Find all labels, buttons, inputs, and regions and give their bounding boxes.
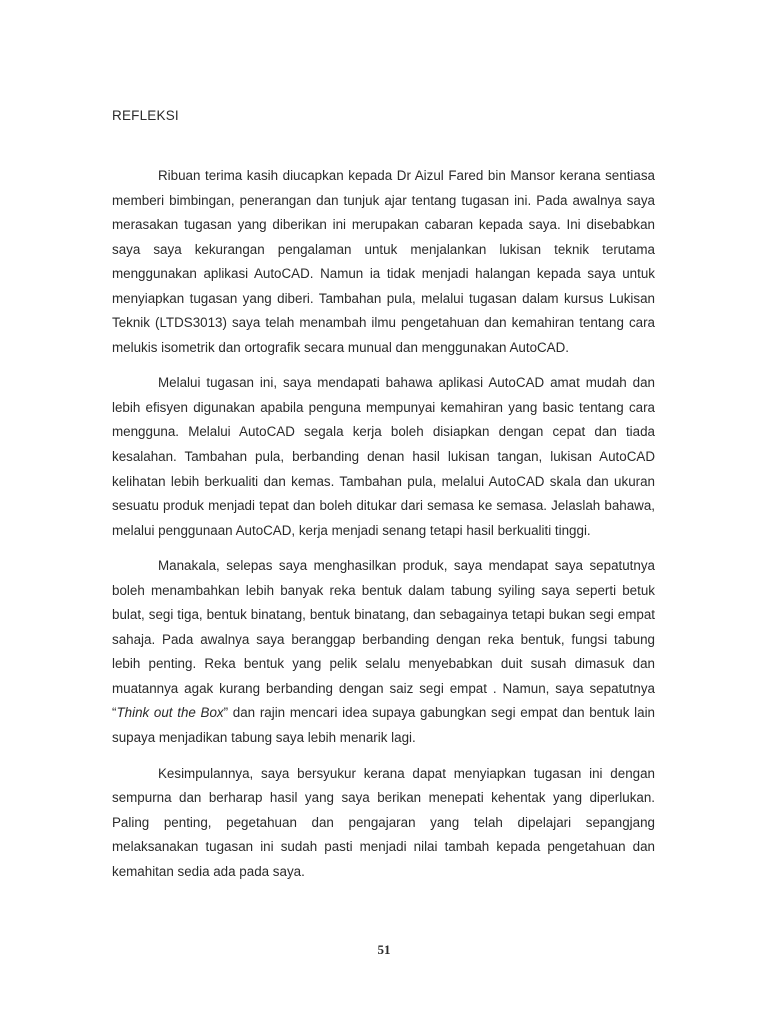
paragraph-text: ” dan rajin mencari idea supaya gabungkan segi empat dan bentuk lain supaya menjadikan tabung saya lebih menarik lagi. — [112, 705, 655, 746]
body-text — [112, 164, 655, 895]
paragraph-product-reflection — [112, 554, 655, 750]
page-number: 51 — [377, 942, 391, 957]
section-heading: REFLEKSI — [112, 108, 179, 123]
paragraph-acknowledgement: Ribuan terima kasih diucapkan kepada Dr Aizul Fared bin Mansor kerana sentiasa memberi bimbingan, penerangan dan tunjuk ajar tentang tugasan ini. Pada awalnya saya merasakan tugasan yang diberikan ini merupakan cabaran kepada saya. Ini disebabkan saya saya kekurangan pengalaman untuk menjalankan lukisan teknik terutama menggunakan aplikasi AutoCAD. Namun ia tidak menjadi halangan kepada saya untuk menyiapkan tugasan yang diberi. Tambahan pula, melalui tugasan dalam kursus Lukisan Teknik (LTDS3013) saya telah menambah ilmu pengetahuan dan kemahiran tentang cara melukis isometrik dan ortografik secara munual dan menggunakan AutoCAD. — [112, 168, 655, 355]
paragraph-text: Manakala, selepas saya menghasilkan produk, saya mendapat saya sepatutnya boleh menambahkan lebih banyak reka bentuk dalam tabung syiling saya seperti betuk bulat, segi tiga, bentuk binatang, bentuk binatang, dan sebagainya tetapi bukan segi empat sahaja. Pada awalnya saya beranggap berbanding dengan reka bentuk, fungsi tabung lebih penting. Reka bentuk yang pelik selalu menyebabkan duit susah dimasuk dan muatannya agak kurang berbanding dengan saiz segi empat . Namun, saya sepatutnya “ — [112, 558, 655, 721]
paragraph-autocad-benefits: Melalui tugasan ini, saya mendapati bahawa aplikasi AutoCAD amat mudah dan lebih efisyen digunakan apabila penguna mempunyai kemahiran yang basic tentang cara mengguna. Melalui AutoCAD segala kerja boleh disiapkan dengan cepat dan tiada kesalahan. Tambahan pula, berbanding denan hasil lukisan tangan, lukisan AutoCAD kelihatan lebih berkualiti dan kemas. Tambahan pula, melalui AutoCAD skala dan ukuran sesuatu produk menjadi tepat dan boleh ditukar dari semasa ke semasa. Jelaslah bahawa, melalui penggunaan AutoCAD, kerja menjadi senang tetapi hasil berkualiti tinggi. — [112, 375, 655, 538]
paragraph-conclusion: Kesimpulannya, saya bersyukur kerana dapat menyiapkan tugasan ini dengan sempurna dan berharap hasil yang saya berikan menepati kehentak yang diperlukan. Paling penting, pegetahuan dan pengajaran yang telah dipelajari sepangjang melaksanakan tugasan ini sudah pasti menjadi nilai tambah kepada pengetahuan dan kemahitan sedia ada pada saya. — [112, 765, 655, 879]
emphasis-quote: Think out the Box — [116, 705, 224, 721]
